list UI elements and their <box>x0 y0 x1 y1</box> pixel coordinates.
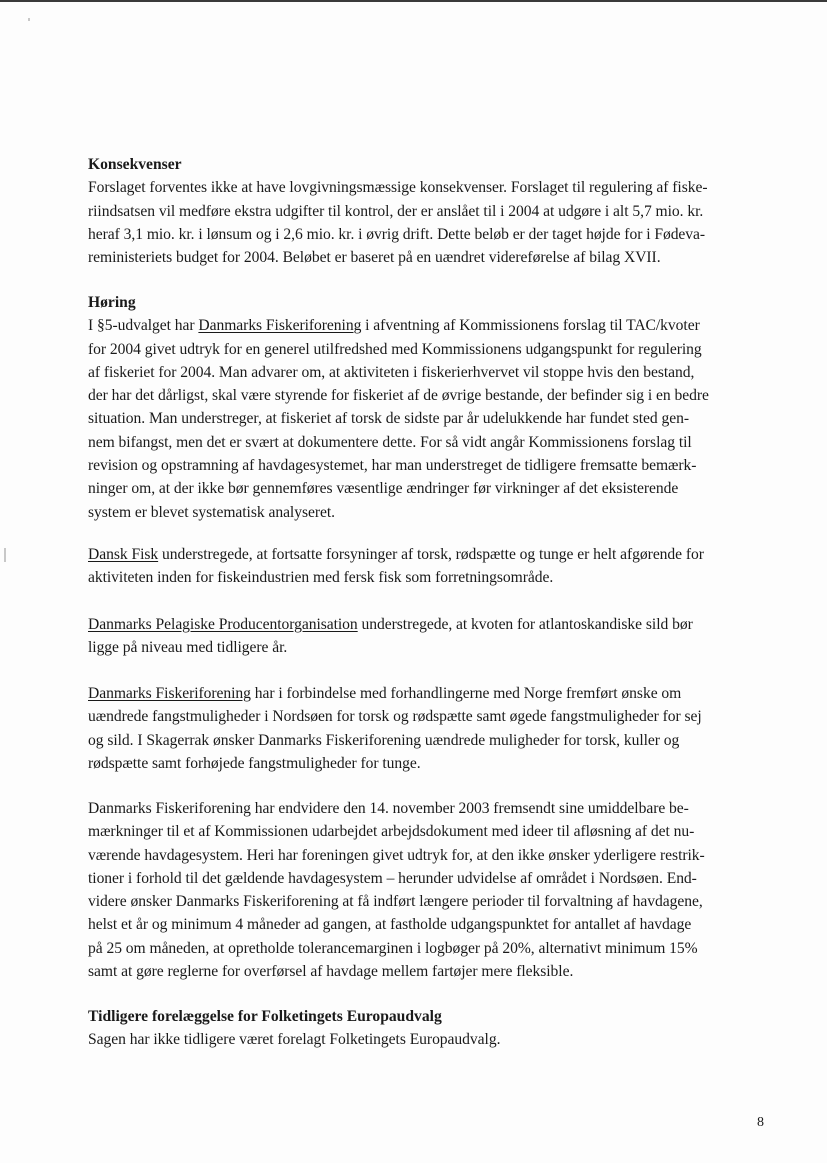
text-line: revision og opstramning af havdagesystemet, har man understreget de tidligere fremsatte bemærk- <box>88 457 697 475</box>
organization-name: Danmarks Fiskeriforening <box>198 317 362 335</box>
text-line <box>88 613 758 636</box>
text-fragment: understregede, at kvoten for atlantoskandiske sild bør <box>357 616 693 633</box>
section-horing <box>88 291 758 524</box>
text-fragment: I §5-udvalget har <box>88 317 199 335</box>
text-line <box>88 543 758 566</box>
text-line: uændrede fangstmuligheder i Nordsøen for torsk og rødspætte samt øgede fangstmuligheder for sej <box>88 708 702 726</box>
paragraph-dansk-fisk <box>88 543 758 590</box>
scan-artifact <box>28 18 30 21</box>
organization-name: Dansk Fisk <box>88 546 159 563</box>
section-heading: Konsekvenser <box>88 156 182 173</box>
text-line: Sagen har ikke tidligere været forelagt Folketingets Europaudvalg. <box>88 1031 501 1049</box>
text-fragment: understregede, at fortsatte forsyninger af torsk, rødspætte og tunge er helt afgørende for <box>158 546 704 563</box>
section-heading: Tidligere forelæggelse for Folketingets Europaudvalg <box>88 1008 442 1025</box>
text-line: situation. Man understreger, at fiskeriet af torsk de sidste par år udelukkende har fundet sted gen- <box>88 410 690 428</box>
text-line: heraf 3,1 mio. kr. i lønsum og i 2,6 mio. kr. i øvrig drift. Dette beløb er der taget højde for i Fødeva- <box>88 225 706 243</box>
section-konsekvenser <box>88 153 758 269</box>
organization-name: Danmarks Fiskeriforening <box>88 685 251 702</box>
text-line: for 2004 givet udtryk for en generel utilfredshed med Kommissionens udgangspunkt for regulering <box>88 340 702 358</box>
text-line: Danmarks Fiskeriforening har endvidere den 14. november 2003 fremsendt sine umiddelbare be- <box>88 800 689 817</box>
text-line: rødspætte samt forhøjede fangstmuligheder for tunge. <box>88 754 421 772</box>
text-line: samt at gøre reglerne for overførsel af havdage mellem fartøjer mere fleksible. <box>88 963 574 981</box>
text-line: aktiviteten inden for fiskeindustrien med fersk fisk som forretningsområde. <box>88 569 554 587</box>
paragraph-pelagiske <box>88 613 758 660</box>
text-line: nem bifangst, men det er svært at dokumentere dette. For så vidt angår Kommissionens forslag til <box>88 433 692 451</box>
text-line: ninger om, at der ikke bør gennemføres væsentlige ændringer før virkninger af det eksisterende <box>88 480 679 498</box>
text-line: system er blevet systematisk analyseret. <box>88 503 335 521</box>
section-heading: Høring <box>88 294 136 311</box>
paragraph-fiskeriforening-2 <box>88 797 758 983</box>
text-line: der har det dårligst, skal være styrende for fiskeriet af de øvrige bestande, der befinder sig i en bedre <box>88 387 709 405</box>
text-line: ligge på niveau med tidligere år. <box>88 639 288 657</box>
text-line <box>88 682 758 705</box>
scan-artifact <box>4 548 6 562</box>
text-line: på 25 om måneden, at opretholde tolerancemarginen i logbøger på 20%, alternativt minimum 15% <box>88 939 698 957</box>
text-line: videre ønsker Danmarks Fiskeriforening at få indført længere perioder til forvaltning af havdagene, <box>88 893 703 911</box>
text-line: riindsatsen vil medføre ekstra udgifter til kontrol, der er anslået til i 2004 at udgøre i alt 5,7 mio. kr. <box>88 202 704 220</box>
page-number: 8 <box>757 1115 764 1130</box>
text-line <box>88 314 758 337</box>
text-line: Forslaget forventes ikke at have lovgivningsmæssige konsekvenser. Forslaget til regulering af fiske- <box>88 179 708 197</box>
text-line: helst et år og minimum 4 måneder ad gangen, at fastholde udgangspunktet for antallet af havdage <box>88 916 692 934</box>
top-border-line <box>0 0 827 2</box>
text-line: mærkninger til et af Kommissionen udarbejdet arbejdsdokument med ideer til afløsning af det nu- <box>88 823 695 841</box>
text-line: værende havdagesystem. Heri har foreningen givet udtryk for, at den ikke ønsker yderligere restrik- <box>88 846 705 864</box>
text-line: af fiskeriet for 2004. Man advarer om, at aktiviteten i fiskerierhvervet vil stoppe hvis den bestand, <box>88 363 695 381</box>
text-line: og sild. I Skagerrak ønsker Danmarks Fiskeriforening uændrede muligheder for torsk, kuller og <box>88 731 680 749</box>
text-line: tioner i forhold til det gældende havdagesystem – herunder udvidelse af området i Nordsøen. End- <box>88 869 697 887</box>
text-line: reministeriets budget for 2004. Beløbet er baseret på en uændret videreførelse af bilag XVII. <box>88 249 661 267</box>
paragraph-fiskeriforening <box>88 682 758 775</box>
section-tidligere <box>88 1005 758 1052</box>
organization-name: Danmarks Pelagiske Producentorganisation <box>88 616 358 633</box>
text-fragment: i afventning af Kommissionens forslag til TAC/kvoter <box>361 317 700 335</box>
text-fragment: har i forbindelse med forhandlingerne med Norge fremført ønske om <box>250 685 682 702</box>
